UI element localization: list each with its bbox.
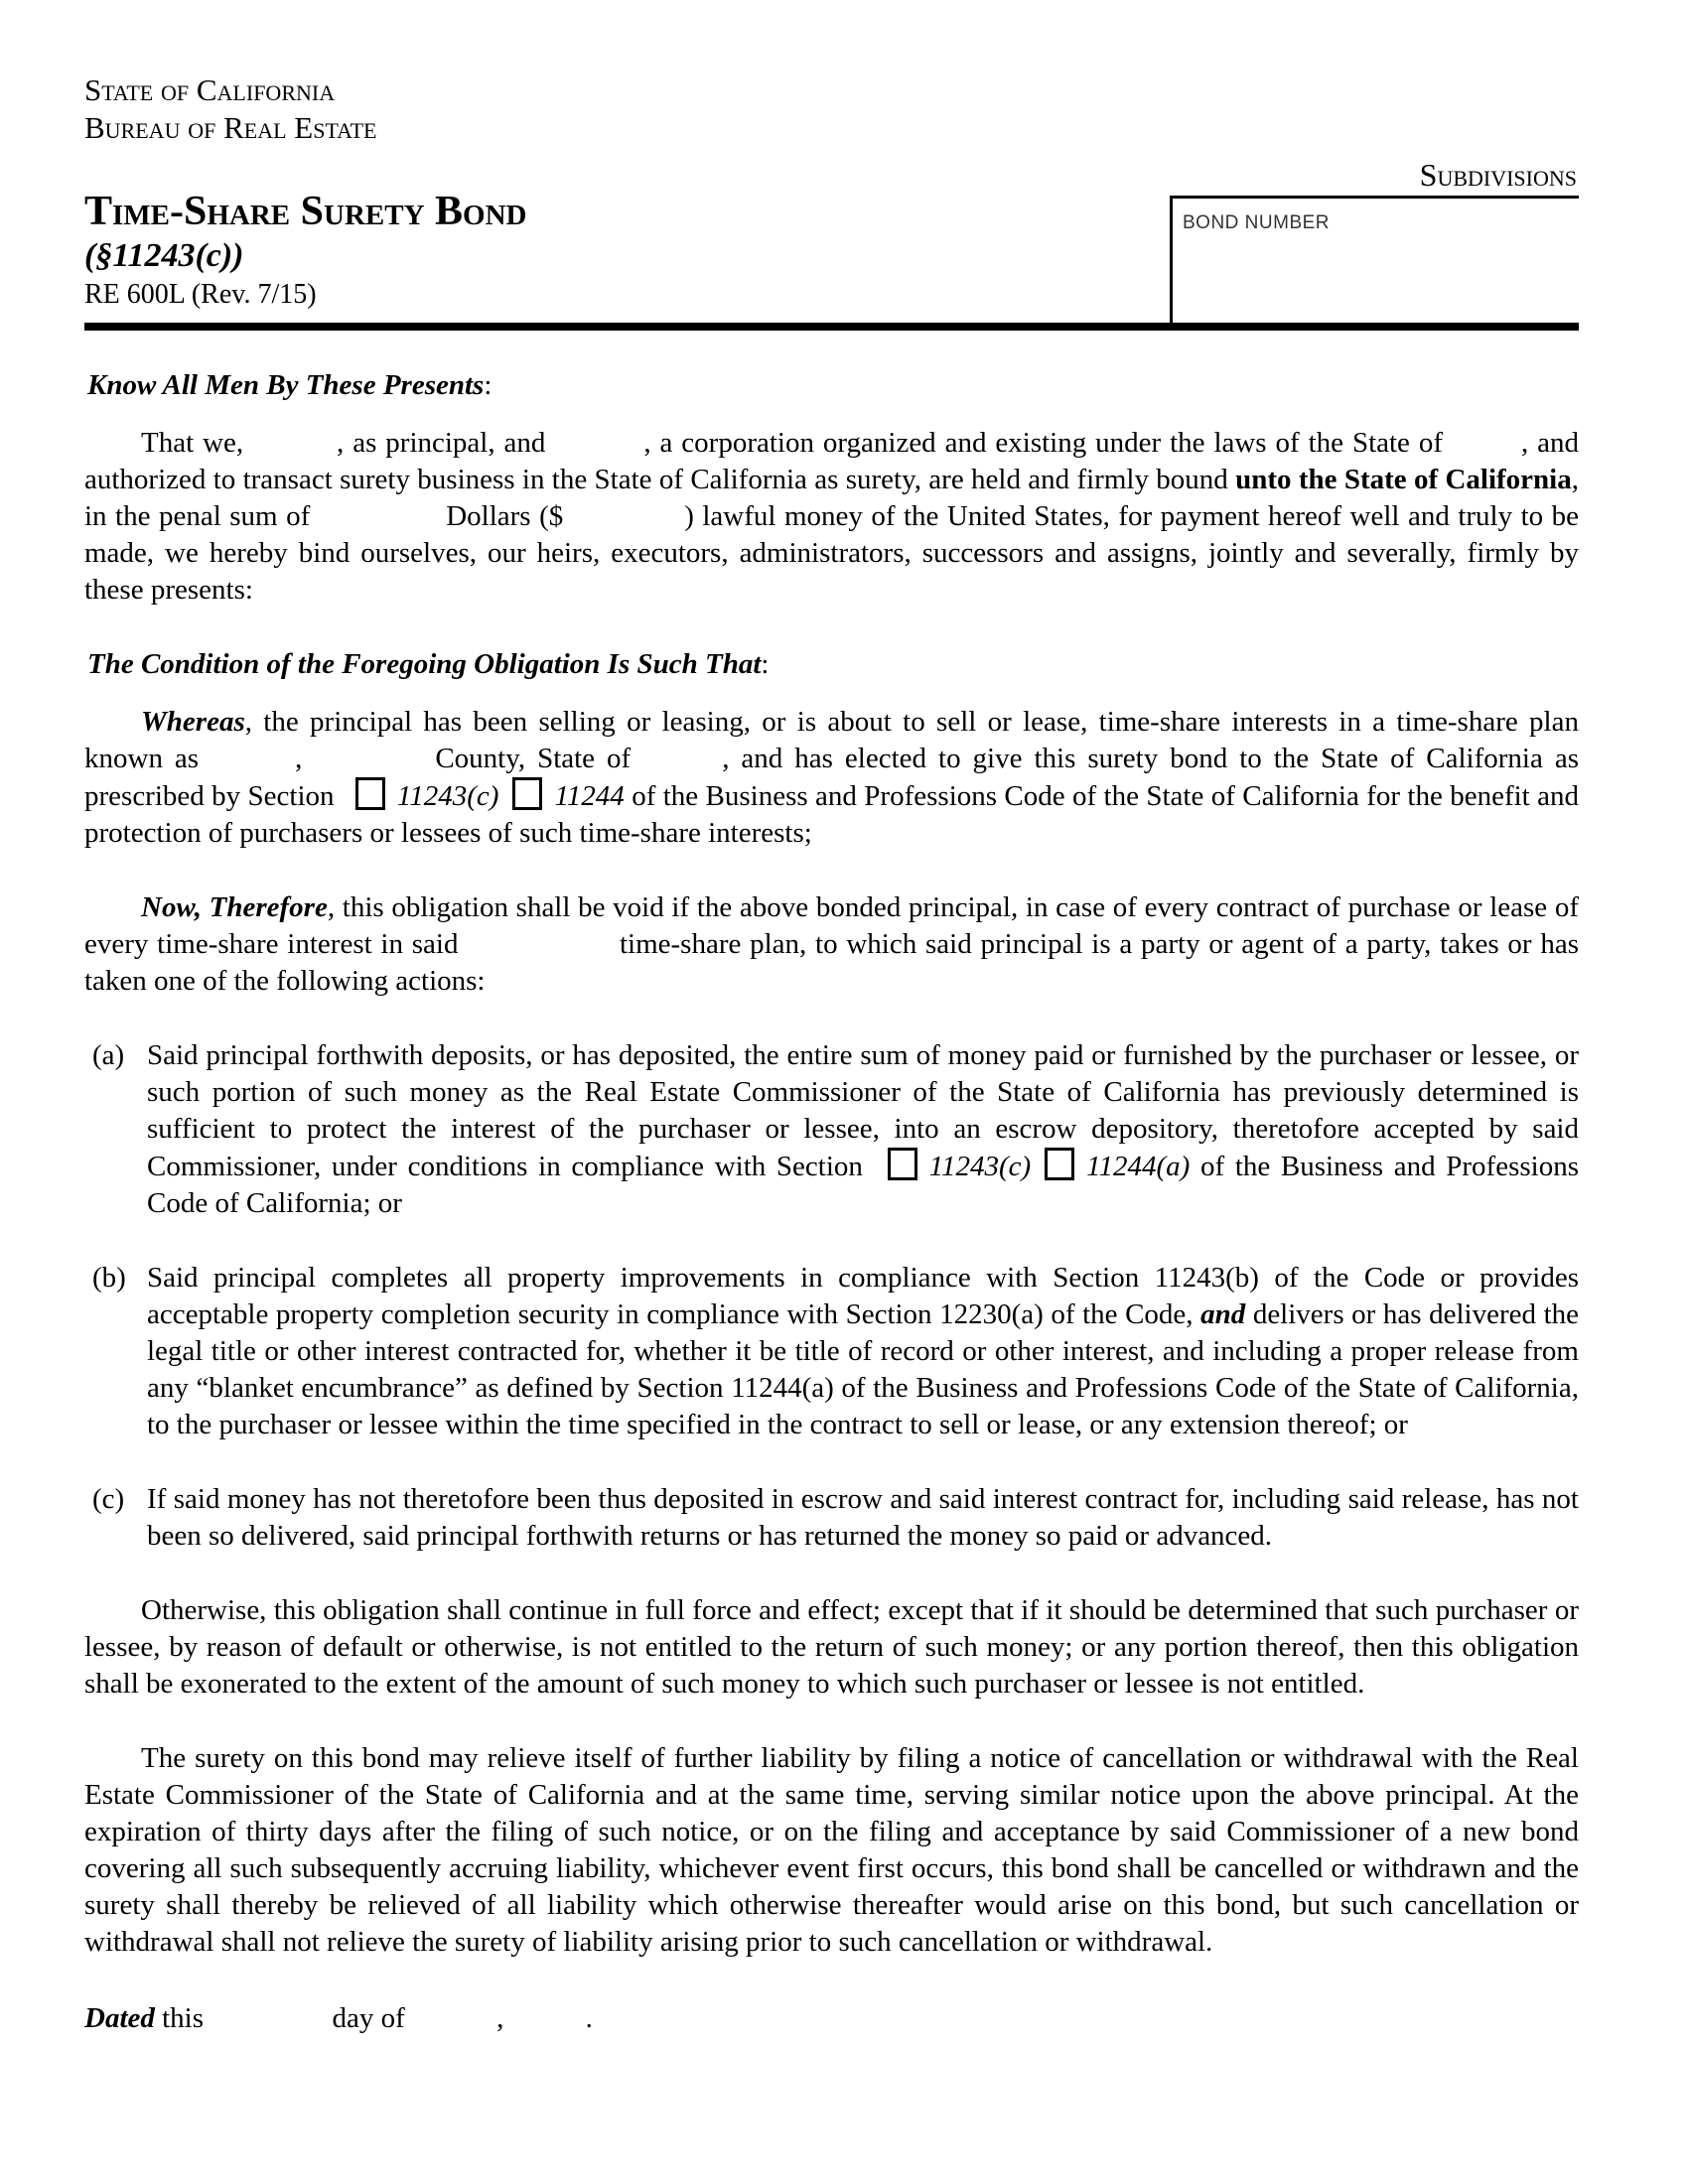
whereas-paragraph (84, 704, 1579, 852)
text-segment: : (761, 648, 770, 680)
text-segment: of the Business and Professions Code of the State of California for the benefit and protection of purchasers or lessees of such time-share interests; (84, 780, 1579, 849)
text-segment: , in the penal sum of (84, 464, 1579, 532)
text-segment: ) lawful money of the United States, for payment hereof well and truly to be made, we hereby bind ourselves, our heirs, executors, administrators, successors and assigns, jointly and severally, firmly by these presents: (84, 500, 1579, 606)
action-text-c (147, 1483, 1579, 1552)
text-segment: Otherwise, this obligation shall continue in full force and effect; except that if it should be determined that such purchaser or lessee, by reason of default or otherwise, is not entitled to the return of such money; or any portion thereof, then this obligation shall be exonerated to the extent of the amount of such money to which such purchaser or lessee is not entitled. (84, 1594, 1579, 1700)
dated-year-blank[interactable] (511, 2025, 586, 2027)
agency-line-1: State of California (84, 72, 336, 107)
section-label: Subdivisions (1419, 157, 1577, 193)
text-segment: 11243(c) (396, 780, 499, 812)
header-divider-rule (84, 323, 1579, 331)
whereas-section-11243c-checkbox[interactable] (355, 777, 385, 810)
text-segment: Said principal completes all property improvements in compliance with Section 11243(b) of the Code or provides acceptable property completion security in compliance with Section 12230(a) of the Code, (147, 1262, 1579, 1330)
state-of-incorporation-blank[interactable] (1452, 450, 1521, 452)
action-label-c: (c) (92, 1483, 125, 1515)
opening-heading (87, 367, 1579, 404)
form-id: RE 600L (Rev. 7/15) (84, 279, 317, 310)
text-segment: this (154, 2002, 211, 2034)
title-block (84, 189, 526, 312)
surety-name-blank[interactable] (554, 450, 643, 452)
text-segment: County, State of (423, 743, 643, 774)
time-share-plan-name-blank[interactable] (211, 765, 295, 767)
agency-line-2: Bureau of Real Estate (84, 110, 377, 145)
condition-heading (87, 646, 1579, 683)
penal-sum-amount-blank[interactable] (572, 523, 676, 525)
whereas-section-11244-checkbox[interactable] (512, 777, 542, 810)
bond-number-field[interactable] (1170, 196, 1579, 323)
text-segment: , as principal, and (337, 427, 555, 459)
text-segment: Dated (84, 2002, 155, 2034)
plan-name-blank[interactable] (467, 951, 611, 953)
text-segment: Whereas (141, 706, 245, 738)
penal-sum-words-blank[interactable] (319, 523, 438, 525)
action-a-section-11244a-checkbox[interactable] (1045, 1148, 1074, 1180)
text-segment: unto the State of California (1235, 464, 1572, 495)
dated-day-blank[interactable] (211, 2025, 325, 2027)
text-segment: 11243(c) (928, 1151, 1032, 1182)
action-label-b: (b) (92, 1262, 126, 1294)
action-label-a: (a) (92, 1039, 125, 1071)
county-blank[interactable] (314, 765, 423, 767)
text-segment: Said principal forthwith deposits, or has deposited, the entire sum of money paid or furnished by the purchaser or lessee, or such portion of such money as the Real Estate Commissioner of the State of California has previously determined is sufficient to protect the interest of the purchaser or lessee, into an escrow depository, theretofore accepted by said Commissioner, under conditions in compliance with Section (147, 1039, 1579, 1182)
text-segment: 11244 (554, 780, 625, 812)
text-segment: day of (325, 2002, 413, 2034)
text-segment: : (484, 369, 492, 401)
opening-paragraph (84, 425, 1579, 609)
text-segment: . (585, 2002, 593, 2034)
text-segment: and (1200, 1298, 1246, 1330)
text-segment: time-share plan, to which said principal is a party or agent of a party, takes or has taken one of the following actions: (84, 928, 1579, 997)
page-title: Time-Share Surety Bond (84, 189, 527, 234)
action-item-c (84, 1481, 1579, 1555)
text-segment: , and has elected to give this surety bond to the State of California as prescribed by Section (84, 743, 1579, 812)
text-segment: , (295, 743, 315, 774)
text-segment: If said money has not theretofore been thus deposited in escrow and said interest contract for, including said release, has not been so delivered, said principal forthwith returns or has returned the money so paid or advanced. (147, 1483, 1579, 1552)
text-segment: , the principal has been selling or leasing, or is about to sell or lease, time-share interests in a time-share plan known as (84, 706, 1579, 774)
action-a-section-11243c-checkbox[interactable] (888, 1148, 917, 1180)
text-segment: , (496, 2002, 511, 2034)
action-text-a (147, 1039, 1579, 1219)
text-segment: Now, Therefore (141, 891, 328, 923)
bond-number-label: BOND NUMBER (1183, 212, 1331, 233)
text-segment: of the Business and Professions Code of California; or (147, 1151, 1579, 1219)
text-segment: , this obligation shall be void if the above bonded principal, in case of every contract of purchase or lease of every time-share interest in said (84, 891, 1579, 960)
text-segment: , and authorized to transact surety business in the State of California as surety, are held and firmly bound (84, 427, 1579, 495)
text-segment: delivers or has delivered the legal title or other interest contracted for, whether it be title of record or other interest, and including a proper release from any “blanket encumbrance” as defined by Section 11244(a) of the Business and Professions Code of the State of California, to the purchaser or lessee within the time specified in the contract to sell or lease, or any extension thereof; or (147, 1298, 1579, 1440)
form-header (0, 0, 1688, 365)
text-segment: That we, (141, 427, 253, 459)
dated-month-blank[interactable] (412, 2025, 496, 2027)
text-segment: Know All Men By These Presents (87, 369, 485, 401)
dated-line (84, 2000, 1579, 2037)
code-reference: (§11243(c)) (84, 237, 244, 274)
form-body (84, 367, 1579, 2037)
action-text-b (147, 1262, 1579, 1440)
text-segment: The Condition of the Foregoing Obligation Is Such That (87, 648, 762, 680)
cancellation-paragraph (84, 1740, 1579, 1961)
text-segment: The surety on this bond may relieve itself of further liability by filing a notice of cancellation or withdrawal with the Real Estate Commissioner of the State of California and at the same time, serving similar notice upon the above principal. At the expiration of thirty days after the filing of such notice, or on the filing and acceptance by said Commissioner of a new bond covering all such subsequently accruing liability, whichever event first occurs, this bond shall be cancelled or withdrawn and the surety shall thereby be relieved of all liability which otherwise thereafter would arise on this bond, but such cancellation or withdrawal shall not relieve the surety of liability arising prior to such cancellation or withdrawal. (84, 1742, 1579, 1958)
action-item-b (84, 1260, 1579, 1443)
now-therefore-paragraph (84, 889, 1579, 1000)
principal-name-blank[interactable] (252, 450, 337, 452)
state-blank[interactable] (642, 765, 722, 767)
otherwise-paragraph (84, 1592, 1579, 1703)
text-segment: 11244(a) (1086, 1151, 1191, 1182)
text-segment: Dollars ($ (437, 500, 572, 532)
agency-name (84, 71, 376, 147)
text-segment: , a corporation organized and existing under the laws of the State of (643, 427, 1452, 459)
action-item-a (84, 1037, 1579, 1222)
